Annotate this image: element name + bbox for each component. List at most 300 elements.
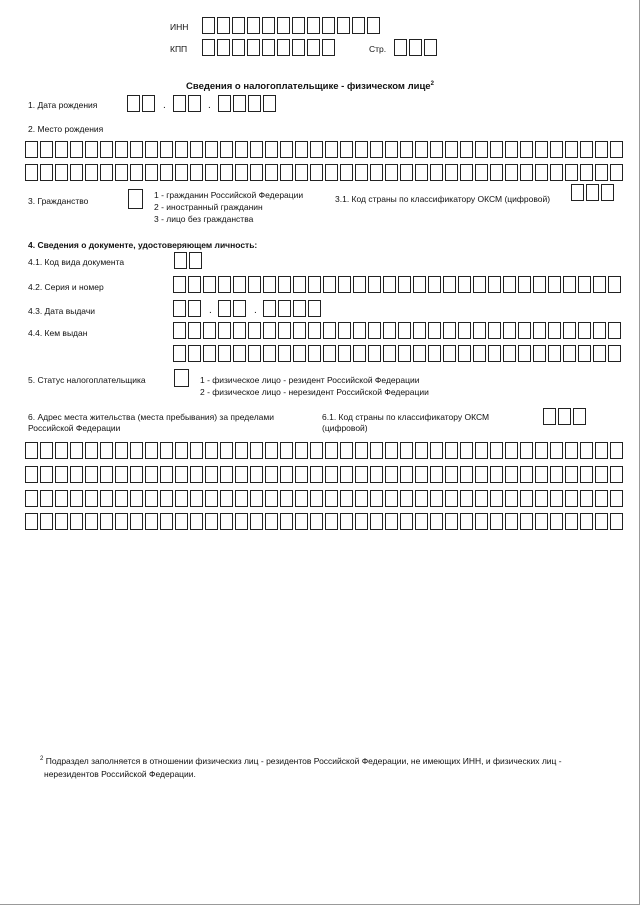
char-cell[interactable]	[565, 513, 578, 530]
char-cell[interactable]	[250, 442, 263, 459]
birth-place-line-1[interactable]	[25, 141, 625, 158]
char-cell[interactable]	[488, 345, 501, 362]
char-cell[interactable]	[565, 442, 578, 459]
char-cell[interactable]	[460, 513, 473, 530]
char-cell[interactable]	[488, 322, 501, 339]
char-cell[interactable]	[55, 490, 68, 507]
char-cell[interactable]	[400, 513, 413, 530]
char-cell[interactable]	[488, 276, 501, 293]
char-cell[interactable]	[307, 17, 320, 34]
char-cell[interactable]	[233, 345, 246, 362]
char-cell[interactable]	[415, 164, 428, 181]
char-cell[interactable]	[355, 513, 368, 530]
char-cell[interactable]	[115, 466, 128, 483]
char-cell[interactable]	[218, 276, 231, 293]
char-cell[interactable]	[430, 141, 443, 158]
char-cell[interactable]	[370, 490, 383, 507]
char-cell[interactable]	[160, 141, 173, 158]
birth-day-field[interactable]	[127, 95, 157, 112]
char-cell[interactable]	[325, 490, 338, 507]
char-cell[interactable]	[323, 322, 336, 339]
char-cell[interactable]	[520, 466, 533, 483]
char-cell[interactable]	[543, 408, 556, 425]
char-cell[interactable]	[40, 513, 53, 530]
char-cell[interactable]	[247, 17, 260, 34]
char-cell[interactable]	[205, 442, 218, 459]
char-cell[interactable]	[130, 466, 143, 483]
char-cell[interactable]	[205, 164, 218, 181]
char-cell[interactable]	[25, 513, 38, 530]
char-cell[interactable]	[394, 39, 407, 56]
char-cell[interactable]	[278, 322, 291, 339]
char-cell[interactable]	[443, 322, 456, 339]
doc-issuer-line-1[interactable]	[173, 322, 623, 339]
char-cell[interactable]	[580, 141, 593, 158]
char-cell[interactable]	[202, 17, 215, 34]
char-cell[interactable]	[202, 39, 215, 56]
doc-month-field[interactable]	[218, 300, 248, 317]
char-cell[interactable]	[145, 466, 158, 483]
char-cell[interactable]	[460, 164, 473, 181]
char-cell[interactable]	[145, 490, 158, 507]
char-cell[interactable]	[355, 466, 368, 483]
char-cell[interactable]	[415, 442, 428, 459]
char-cell[interactable]	[55, 164, 68, 181]
char-cell[interactable]	[445, 466, 458, 483]
char-cell[interactable]	[233, 276, 246, 293]
char-cell[interactable]	[490, 442, 503, 459]
char-cell[interactable]	[295, 164, 308, 181]
char-cell[interactable]	[280, 490, 293, 507]
char-cell[interactable]	[415, 141, 428, 158]
char-cell[interactable]	[505, 164, 518, 181]
char-cell[interactable]	[533, 345, 546, 362]
char-cell[interactable]	[203, 322, 216, 339]
char-cell[interactable]	[535, 513, 548, 530]
char-cell[interactable]	[430, 164, 443, 181]
char-cell[interactable]	[55, 141, 68, 158]
address-line-3[interactable]	[25, 490, 625, 507]
char-cell[interactable]	[593, 322, 606, 339]
char-cell[interactable]	[443, 276, 456, 293]
char-cell[interactable]	[413, 345, 426, 362]
char-cell[interactable]	[475, 164, 488, 181]
char-cell[interactable]	[548, 276, 561, 293]
char-cell[interactable]	[445, 141, 458, 158]
char-cell[interactable]	[535, 442, 548, 459]
char-cell[interactable]	[25, 442, 38, 459]
char-cell[interactable]	[100, 490, 113, 507]
char-cell[interactable]	[277, 39, 290, 56]
char-cell[interactable]	[308, 276, 321, 293]
char-cell[interactable]	[370, 141, 383, 158]
char-cell[interactable]	[248, 276, 261, 293]
char-cell[interactable]	[535, 164, 548, 181]
char-cell[interactable]	[503, 322, 516, 339]
char-cell[interactable]	[409, 39, 422, 56]
char-cell[interactable]	[220, 442, 233, 459]
address-country-code-field[interactable]	[543, 408, 588, 425]
status-field[interactable]	[174, 369, 189, 387]
char-cell[interactable]	[263, 300, 276, 317]
char-cell[interactable]	[460, 490, 473, 507]
char-cell[interactable]	[25, 141, 38, 158]
char-cell[interactable]	[85, 490, 98, 507]
char-cell[interactable]	[235, 490, 248, 507]
char-cell[interactable]	[189, 252, 202, 269]
char-cell[interactable]	[400, 442, 413, 459]
char-cell[interactable]	[398, 345, 411, 362]
char-cell[interactable]	[85, 164, 98, 181]
char-cell[interactable]	[430, 442, 443, 459]
char-cell[interactable]	[295, 442, 308, 459]
char-cell[interactable]	[235, 141, 248, 158]
char-cell[interactable]	[220, 466, 233, 483]
char-cell[interactable]	[265, 164, 278, 181]
char-cell[interactable]	[610, 164, 623, 181]
char-cell[interactable]	[458, 345, 471, 362]
char-cell[interactable]	[115, 490, 128, 507]
char-cell[interactable]	[310, 513, 323, 530]
char-cell[interactable]	[550, 141, 563, 158]
char-cell[interactable]	[70, 490, 83, 507]
address-line-4[interactable]	[25, 513, 625, 530]
char-cell[interactable]	[445, 513, 458, 530]
char-cell[interactable]	[355, 141, 368, 158]
char-cell[interactable]	[323, 276, 336, 293]
char-cell[interactable]	[595, 513, 608, 530]
char-cell[interactable]	[563, 276, 576, 293]
char-cell[interactable]	[322, 17, 335, 34]
char-cell[interactable]	[250, 490, 263, 507]
char-cell[interactable]	[173, 345, 186, 362]
char-cell[interactable]	[295, 490, 308, 507]
char-cell[interactable]	[383, 322, 396, 339]
char-cell[interactable]	[460, 141, 473, 158]
char-cell[interactable]	[340, 466, 353, 483]
char-cell[interactable]	[307, 39, 320, 56]
page-number-field[interactable]	[394, 39, 439, 56]
char-cell[interactable]	[142, 95, 155, 112]
char-cell[interactable]	[415, 466, 428, 483]
char-cell[interactable]	[310, 442, 323, 459]
char-cell[interactable]	[205, 141, 218, 158]
char-cell[interactable]	[353, 276, 366, 293]
char-cell[interactable]	[188, 322, 201, 339]
char-cell[interactable]	[595, 466, 608, 483]
char-cell[interactable]	[400, 466, 413, 483]
char-cell[interactable]	[247, 39, 260, 56]
char-cell[interactable]	[370, 442, 383, 459]
birth-place-line-2[interactable]	[25, 164, 625, 181]
char-cell[interactable]	[100, 164, 113, 181]
char-cell[interactable]	[535, 141, 548, 158]
char-cell[interactable]	[175, 442, 188, 459]
char-cell[interactable]	[460, 466, 473, 483]
char-cell[interactable]	[413, 276, 426, 293]
char-cell[interactable]	[160, 466, 173, 483]
char-cell[interactable]	[428, 322, 441, 339]
char-cell[interactable]	[250, 513, 263, 530]
char-cell[interactable]	[578, 276, 591, 293]
char-cell[interactable]	[308, 300, 321, 317]
char-cell[interactable]	[352, 17, 365, 34]
char-cell[interactable]	[548, 345, 561, 362]
char-cell[interactable]	[130, 164, 143, 181]
char-cell[interactable]	[340, 513, 353, 530]
char-cell[interactable]	[262, 17, 275, 34]
char-cell[interactable]	[565, 466, 578, 483]
char-cell[interactable]	[175, 164, 188, 181]
char-cell[interactable]	[475, 490, 488, 507]
char-cell[interactable]	[295, 513, 308, 530]
char-cell[interactable]	[218, 345, 231, 362]
char-cell[interactable]	[548, 322, 561, 339]
char-cell[interactable]	[340, 442, 353, 459]
char-cell[interactable]	[415, 513, 428, 530]
char-cell[interactable]	[325, 164, 338, 181]
birth-month-field[interactable]	[173, 95, 203, 112]
char-cell[interactable]	[265, 466, 278, 483]
char-cell[interactable]	[310, 164, 323, 181]
char-cell[interactable]	[385, 513, 398, 530]
char-cell[interactable]	[310, 490, 323, 507]
char-cell[interactable]	[610, 141, 623, 158]
char-cell[interactable]	[565, 141, 578, 158]
char-cell[interactable]	[337, 17, 350, 34]
char-cell[interactable]	[265, 490, 278, 507]
char-cell[interactable]	[593, 345, 606, 362]
char-cell[interactable]	[595, 442, 608, 459]
char-cell[interactable]	[145, 513, 158, 530]
char-cell[interactable]	[145, 164, 158, 181]
doc-type-field[interactable]	[174, 252, 204, 269]
char-cell[interactable]	[293, 322, 306, 339]
char-cell[interactable]	[370, 513, 383, 530]
char-cell[interactable]	[235, 164, 248, 181]
char-cell[interactable]	[520, 490, 533, 507]
char-cell[interactable]	[383, 276, 396, 293]
char-cell[interactable]	[518, 276, 531, 293]
char-cell[interactable]	[340, 490, 353, 507]
char-cell[interactable]	[595, 490, 608, 507]
char-cell[interactable]	[490, 490, 503, 507]
char-cell[interactable]	[353, 322, 366, 339]
char-cell[interactable]	[203, 345, 216, 362]
char-cell[interactable]	[85, 442, 98, 459]
char-cell[interactable]	[533, 322, 546, 339]
char-cell[interactable]	[278, 276, 291, 293]
char-cell[interactable]	[608, 345, 621, 362]
char-cell[interactable]	[25, 164, 38, 181]
char-cell[interactable]	[100, 442, 113, 459]
char-cell[interactable]	[248, 95, 261, 112]
char-cell[interactable]	[233, 300, 246, 317]
char-cell[interactable]	[518, 322, 531, 339]
char-cell[interactable]	[565, 490, 578, 507]
char-cell[interactable]	[250, 141, 263, 158]
char-cell[interactable]	[385, 164, 398, 181]
char-cell[interactable]	[205, 490, 218, 507]
char-cell[interactable]	[610, 513, 623, 530]
char-cell[interactable]	[550, 513, 563, 530]
char-cell[interactable]	[175, 141, 188, 158]
char-cell[interactable]	[608, 322, 621, 339]
char-cell[interactable]	[610, 466, 623, 483]
char-cell[interactable]	[353, 345, 366, 362]
char-cell[interactable]	[475, 141, 488, 158]
char-cell[interactable]	[263, 95, 276, 112]
char-cell[interactable]	[280, 466, 293, 483]
char-cell[interactable]	[115, 164, 128, 181]
char-cell[interactable]	[248, 322, 261, 339]
char-cell[interactable]	[370, 164, 383, 181]
char-cell[interactable]	[490, 466, 503, 483]
char-cell[interactable]	[413, 322, 426, 339]
char-cell[interactable]	[217, 39, 230, 56]
char-cell[interactable]	[385, 466, 398, 483]
char-cell[interactable]	[325, 513, 338, 530]
char-cell[interactable]	[205, 466, 218, 483]
char-cell[interactable]	[322, 39, 335, 56]
char-cell[interactable]	[430, 513, 443, 530]
char-cell[interactable]	[145, 442, 158, 459]
char-cell[interactable]	[580, 466, 593, 483]
char-cell[interactable]	[175, 513, 188, 530]
char-cell[interactable]	[220, 164, 233, 181]
char-cell[interactable]	[578, 322, 591, 339]
char-cell[interactable]	[490, 164, 503, 181]
char-cell[interactable]	[55, 466, 68, 483]
char-cell[interactable]	[475, 513, 488, 530]
char-cell[interactable]	[595, 141, 608, 158]
char-cell[interactable]	[280, 442, 293, 459]
char-cell[interactable]	[100, 466, 113, 483]
char-cell[interactable]	[473, 322, 486, 339]
char-cell[interactable]	[367, 17, 380, 34]
char-cell[interactable]	[174, 252, 187, 269]
char-cell[interactable]	[601, 184, 614, 201]
char-cell[interactable]	[278, 345, 291, 362]
char-cell[interactable]	[338, 322, 351, 339]
char-cell[interactable]	[173, 322, 186, 339]
char-cell[interactable]	[233, 95, 246, 112]
char-cell[interactable]	[263, 345, 276, 362]
char-cell[interactable]	[55, 513, 68, 530]
char-cell[interactable]	[533, 276, 546, 293]
char-cell[interactable]	[608, 276, 621, 293]
char-cell[interactable]	[70, 141, 83, 158]
kpp-field[interactable]	[202, 39, 337, 56]
char-cell[interactable]	[190, 442, 203, 459]
char-cell[interactable]	[520, 513, 533, 530]
char-cell[interactable]	[130, 490, 143, 507]
char-cell[interactable]	[188, 345, 201, 362]
char-cell[interactable]	[325, 466, 338, 483]
char-cell[interactable]	[323, 345, 336, 362]
char-cell[interactable]	[232, 39, 245, 56]
char-cell[interactable]	[85, 466, 98, 483]
char-cell[interactable]	[505, 513, 518, 530]
char-cell[interactable]	[445, 442, 458, 459]
char-cell[interactable]	[385, 442, 398, 459]
char-cell[interactable]	[580, 490, 593, 507]
char-cell[interactable]	[235, 466, 248, 483]
char-cell[interactable]	[586, 184, 599, 201]
char-cell[interactable]	[115, 513, 128, 530]
char-cell[interactable]	[190, 466, 203, 483]
citizenship-field[interactable]	[128, 189, 143, 209]
char-cell[interactable]	[265, 141, 278, 158]
char-cell[interactable]	[368, 322, 381, 339]
char-cell[interactable]	[503, 345, 516, 362]
char-cell[interactable]	[595, 164, 608, 181]
char-cell[interactable]	[520, 164, 533, 181]
char-cell[interactable]	[130, 141, 143, 158]
char-cell[interactable]	[505, 490, 518, 507]
char-cell[interactable]	[130, 513, 143, 530]
char-cell[interactable]	[173, 276, 186, 293]
char-cell[interactable]	[265, 513, 278, 530]
char-cell[interactable]	[573, 408, 586, 425]
char-cell[interactable]	[100, 513, 113, 530]
char-cell[interactable]	[40, 141, 53, 158]
char-cell[interactable]	[355, 442, 368, 459]
char-cell[interactable]	[25, 466, 38, 483]
char-cell[interactable]	[310, 141, 323, 158]
char-cell[interactable]	[190, 164, 203, 181]
char-cell[interactable]	[580, 164, 593, 181]
char-cell[interactable]	[370, 466, 383, 483]
char-cell[interactable]	[400, 490, 413, 507]
char-cell[interactable]	[400, 164, 413, 181]
char-cell[interactable]	[518, 345, 531, 362]
char-cell[interactable]	[40, 490, 53, 507]
char-cell[interactable]	[280, 141, 293, 158]
char-cell[interactable]	[217, 17, 230, 34]
char-cell[interactable]	[563, 322, 576, 339]
char-cell[interactable]	[368, 276, 381, 293]
char-cell[interactable]	[85, 141, 98, 158]
char-cell[interactable]	[550, 466, 563, 483]
char-cell[interactable]	[400, 141, 413, 158]
char-cell[interactable]	[25, 490, 38, 507]
country-code-field[interactable]	[571, 184, 616, 201]
doc-year-field[interactable]	[263, 300, 323, 317]
char-cell[interactable]	[550, 164, 563, 181]
char-cell[interactable]	[520, 141, 533, 158]
char-cell[interactable]	[571, 184, 584, 201]
char-cell[interactable]	[115, 141, 128, 158]
char-cell[interactable]	[550, 490, 563, 507]
char-cell[interactable]	[280, 164, 293, 181]
char-cell[interactable]	[430, 466, 443, 483]
char-cell[interactable]	[218, 300, 231, 317]
char-cell[interactable]	[250, 164, 263, 181]
char-cell[interactable]	[445, 490, 458, 507]
char-cell[interactable]	[175, 490, 188, 507]
char-cell[interactable]	[535, 466, 548, 483]
char-cell[interactable]	[85, 513, 98, 530]
char-cell[interactable]	[173, 95, 186, 112]
char-cell[interactable]	[473, 345, 486, 362]
char-cell[interactable]	[563, 345, 576, 362]
char-cell[interactable]	[593, 276, 606, 293]
char-cell[interactable]	[355, 490, 368, 507]
char-cell[interactable]	[188, 95, 201, 112]
char-cell[interactable]	[424, 39, 437, 56]
char-cell[interactable]	[295, 466, 308, 483]
